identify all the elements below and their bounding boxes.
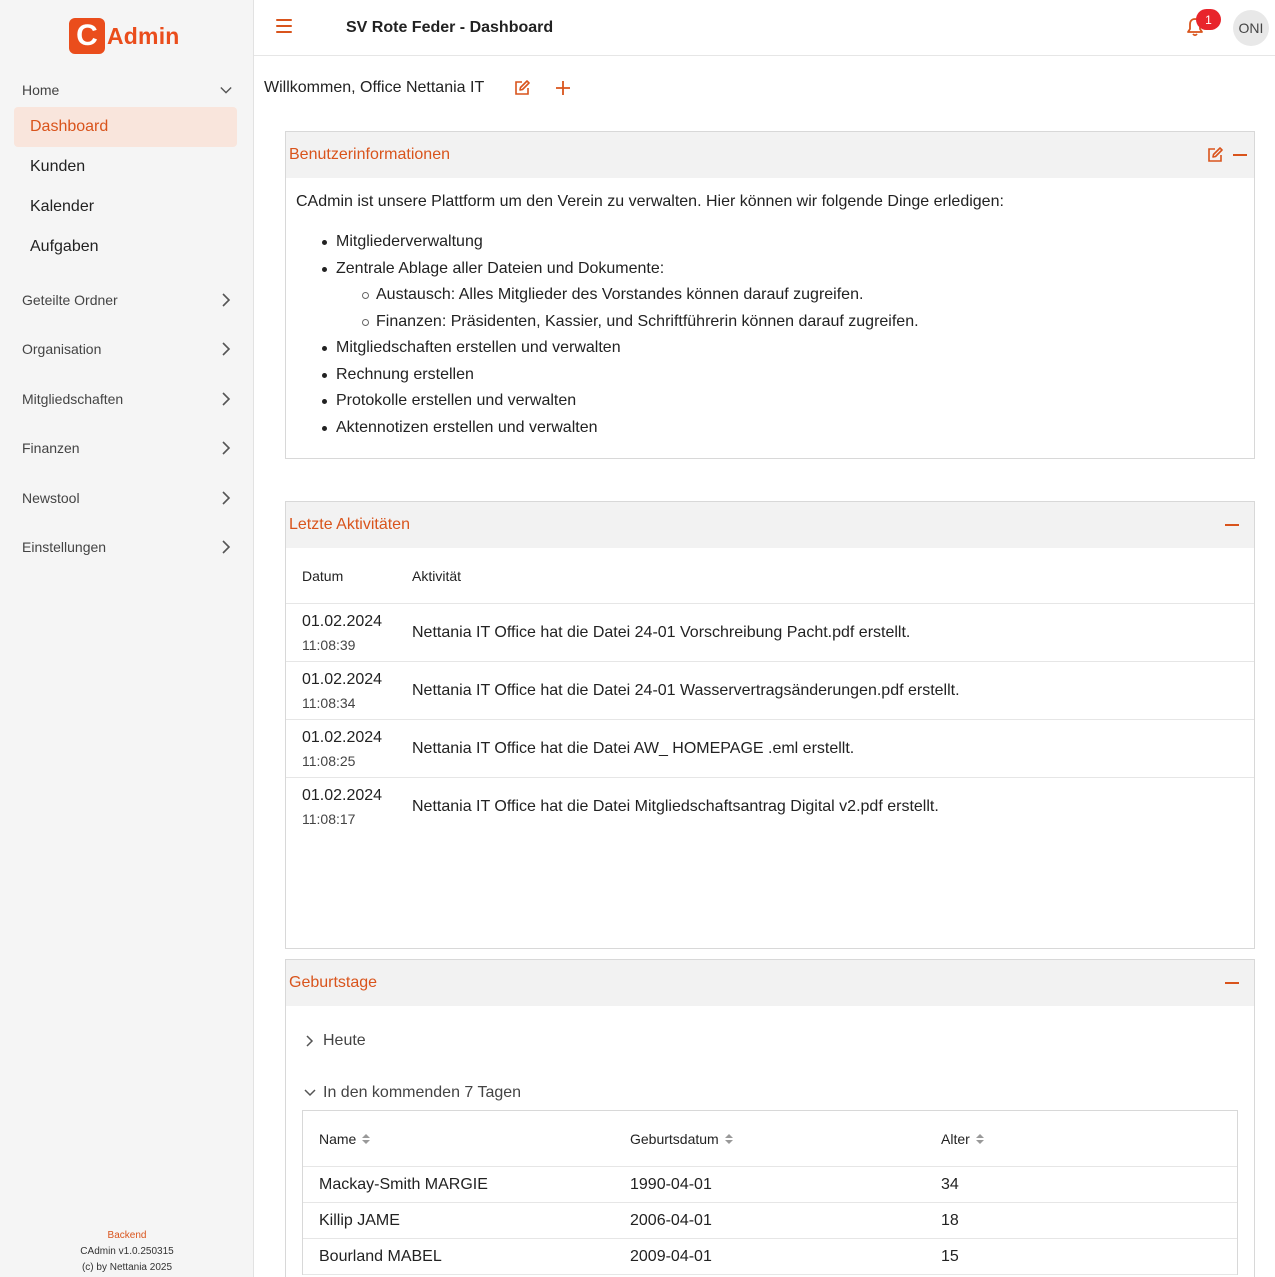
chevron-right-icon — [220, 393, 232, 405]
list-item: Mitgliederverwaltung — [322, 229, 1244, 256]
column-header-label: Alter — [941, 1130, 970, 1147]
edit-icon[interactable] — [1206, 146, 1224, 164]
panel-title: Geburtstage — [289, 974, 378, 991]
activity-time: 11:08:25 — [302, 752, 356, 769]
birthday-panel-header — [286, 960, 1254, 1006]
sidebar-group-home[interactable] — [22, 77, 232, 103]
sidebar-group-label: Einstellungen — [22, 539, 107, 555]
activity-text: Nettania IT Office hat die Datei 24-01 Vorschreibung Pacht.pdf erstellt. — [412, 623, 911, 641]
logo-text: Admin — [107, 22, 180, 49]
table-row — [303, 1203, 1237, 1239]
info-panel — [285, 131, 1255, 459]
activity-text: Nettania IT Office hat die Datei 24-01 Wasservertragsänderungen.pdf erstellt. — [412, 681, 960, 699]
sidebar-group-geteilte-ordner[interactable] — [22, 287, 232, 313]
sidebar-item-label: Dashboard — [30, 118, 109, 135]
add-icon[interactable] — [554, 79, 572, 97]
cell-birthdate: 2006-04-01 — [630, 1211, 712, 1229]
panel-title: Letzte Aktivitäten — [289, 516, 410, 533]
top-bar — [254, 0, 1275, 56]
cell-age: 15 — [941, 1247, 959, 1265]
sidebar-item-label: Aufgaben — [30, 238, 99, 255]
info-panel-body — [286, 178, 1254, 441]
collapse-icon[interactable] — [1225, 982, 1239, 984]
list-item: Zentrale Ablage aller Dateien und Dokumente: — [322, 256, 1244, 283]
page-title: SV Rote Feder - Dashboard — [346, 19, 554, 36]
activity-date: 01.02.2024 — [302, 787, 383, 804]
activity-table-header — [286, 548, 1254, 604]
cell-age: 34 — [941, 1175, 959, 1193]
activity-time: 11:08:34 — [302, 694, 356, 711]
table-row — [286, 778, 1254, 836]
activity-date: 01.02.2024 — [302, 612, 383, 630]
activity-date: 01.02.2024 — [302, 670, 383, 688]
sidebar-group-label: Organisation — [22, 341, 102, 357]
table-row — [286, 662, 1254, 720]
footer-backend-link[interactable]: Backend — [107, 1230, 147, 1241]
table-row — [286, 720, 1254, 778]
accordion-today[interactable] — [303, 1032, 366, 1050]
chevron-right-icon — [220, 343, 232, 355]
collapse-icon[interactable] — [1225, 524, 1239, 526]
chevron-down-icon — [220, 84, 232, 96]
accordion-label: Heute — [323, 1032, 366, 1049]
table-row — [303, 1167, 1237, 1203]
welcome-text: Willkommen, Office Nettania IT — [264, 79, 485, 96]
table-row — [286, 604, 1254, 662]
chevron-right-icon — [220, 294, 232, 306]
sidebar-group-label: Home — [22, 82, 60, 98]
column-header-age[interactable] — [925, 1131, 1237, 1147]
sort-icon[interactable] — [725, 1134, 733, 1144]
menu-icon[interactable] — [276, 19, 292, 33]
footer-version: CAdmin v1.0.250315 — [80, 1246, 174, 1257]
sidebar-footer — [0, 1228, 254, 1276]
list-item: Finanzen: Präsidenten, Kassier, und Schriftführerin können darauf zugreifen. — [362, 309, 1244, 336]
cell-name: Mackay-Smith MARGIE — [319, 1175, 488, 1193]
sidebar-group-organisation[interactable] — [22, 336, 232, 362]
chevron-right-icon — [220, 442, 232, 454]
chevron-right-icon — [303, 1034, 317, 1048]
sidebar-group-label: Mitgliedschaften — [22, 391, 124, 407]
table-row — [303, 1239, 1237, 1275]
panel-title: Benutzerinformationen — [289, 146, 450, 163]
logo-letter: C — [69, 18, 105, 54]
sidebar-group-einstellungen[interactable] — [22, 534, 232, 560]
chevron-right-icon — [220, 541, 232, 553]
sidebar-group-label: Finanzen — [22, 440, 80, 456]
list-item: Mitgliedschaften erstellen und verwalten — [322, 335, 1244, 362]
sidebar-item-kunden[interactable] — [14, 147, 237, 187]
sidebar-group-mitgliedschaften[interactable] — [22, 386, 232, 412]
info-list — [322, 229, 1244, 441]
accordion-label: In den kommenden 7 Tagen — [323, 1084, 522, 1101]
sidebar-group-newstool[interactable] — [22, 485, 232, 511]
collapse-icon[interactable] — [1233, 154, 1247, 156]
column-header-date: Datum — [302, 567, 344, 584]
birthday-table — [302, 1110, 1238, 1275]
sidebar-item-label: Kunden — [30, 158, 86, 175]
info-intro: CAdmin ist unsere Plattform um den Verein zu verwalten. Hier können wir folgende Dinge erledigen: — [296, 193, 1004, 210]
activity-panel-header — [286, 502, 1254, 548]
info-panel-header — [286, 132, 1254, 178]
list-item: Aktennotizen erstellen und verwalten — [322, 415, 1244, 442]
cell-name: Bourland MABEL — [319, 1247, 442, 1265]
chevron-right-icon — [220, 492, 232, 504]
column-header-birthdate[interactable] — [614, 1131, 925, 1147]
cell-name: Killip JAME — [319, 1211, 400, 1229]
list-item: Austausch: Alles Mitglieder des Vorstandes können darauf zugreifen. — [362, 282, 1244, 309]
sidebar-item-dashboard[interactable] — [14, 107, 237, 147]
sidebar-item-aufgaben[interactable] — [14, 227, 237, 267]
chevron-down-icon — [303, 1086, 317, 1100]
cell-birthdate: 2009-04-01 — [630, 1247, 712, 1265]
activity-date: 01.02.2024 — [302, 728, 383, 746]
birthday-table-header — [303, 1111, 1237, 1167]
sidebar-item-label: Kalender — [30, 198, 95, 215]
birthday-panel — [285, 959, 1255, 1277]
list-item: Rechnung erstellen — [322, 362, 1244, 389]
cell-age: 18 — [941, 1211, 959, 1229]
list-item: Protokolle erstellen und verwalten — [322, 388, 1244, 415]
column-header-label: Name — [319, 1130, 357, 1147]
cell-birthdate: 1990-04-01 — [630, 1175, 712, 1193]
edit-icon[interactable] — [513, 79, 531, 97]
activity-text: Nettania IT Office hat die Datei Mitgliedschaftsantrag Digital v2.pdf erstellt. — [412, 798, 939, 815]
sort-icon[interactable] — [362, 1134, 370, 1144]
sidebar-group-finanzen[interactable] — [22, 435, 232, 461]
sidebar-item-kalender[interactable] — [14, 187, 237, 227]
avatar[interactable]: ONI — [1233, 10, 1269, 46]
notification-badge[interactable]: 1 — [1196, 9, 1221, 30]
sidebar-group-label: Newstool — [22, 490, 80, 506]
column-header-name[interactable] — [303, 1131, 614, 1147]
sort-icon[interactable] — [976, 1134, 984, 1144]
column-header-label: Geburtsdatum — [630, 1130, 719, 1147]
footer-copyright: (c) by Nettania 2025 — [81, 1262, 173, 1273]
activity-panel — [285, 501, 1255, 949]
activity-text: Nettania IT Office hat die Datei AW_ HOMEPAGE .eml erstellt. — [412, 739, 855, 757]
accordion-next-7-days[interactable] — [303, 1084, 521, 1102]
activity-time: 11:08:39 — [302, 636, 356, 653]
sidebar-group-label: Geteilte Ordner — [22, 292, 118, 308]
column-header-activity: Aktivität — [412, 567, 462, 584]
activity-time: 11:08:17 — [302, 811, 356, 827]
sidebar — [0, 0, 254, 1277]
app-logo[interactable] — [69, 18, 180, 54]
